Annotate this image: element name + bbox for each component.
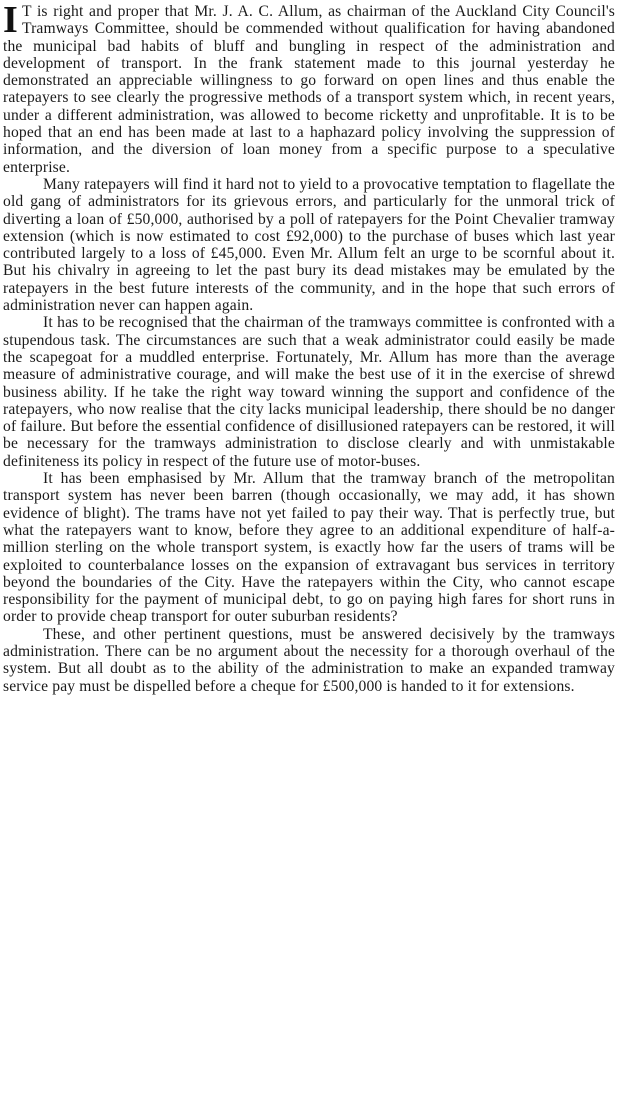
paragraph-2: Many ratepayers will find it hard not to yield to a provocative temptation to flagellate the old gang of administrators for its grievous errors, and particularly for the unmoral trick of diverting a loan of £50,000, authorised by a poll of ratepayers for the Point Chevalier tramway extension (which is now estimated to cost £92,000) to the purchase of buses which last year contributed largely to a loss of £45,000. Even Mr. Allum felt an urge to be scornful about it. But his chivalry in agreeing to let the past bury its dead mistakes may be emulated by the ratepayers in the best future interests of the community, and in the hope that such errors of administration never can happen again. bbox=[3, 175, 615, 315]
paragraph-5: These, and other pertinent questions, must be answered decisively by the tramways administration. There can be no argument about the necessity for a thorough overhaul of the system. But all doubt as to the ability of the administration to make an expanded tramway service pay must be dispelled before a cheque for £500,000 is handed to it for extensions. bbox=[3, 625, 615, 695]
drop-cap: I bbox=[3, 0, 18, 41]
paragraph-1-text: T is right and proper that Mr. J. A. C. Allum, as chairman of the Auckland City Council's Tramways Committee, should be commended without qualification for having abandoned the municipal bad habits of bluff and bungling in respect of the administration and development of transport. In the frank statement made to this journal yesterday he demonstrated an appreciable willingness to go forward on open lines and thus enable the ratepayers to see clearly the progressive methods of a transport system which, in recent years, under a different administration, was allowed to become ricketty and unprofitable. It is to be hoped that an end has been made at last to a haphazard policy involving the suppression of information, and the diversion of loan money from a specific purpose to a speculative enterprise. bbox=[3, 3, 615, 176]
editorial-article bbox=[3, 0, 615, 695]
paragraph-3: It has to be recognised that the chairman of the tramways committee is confronted with a stupendous task. The circumstances are such that a weak administrator could easily be made the scapegoat for a muddled enterprise. Fortunately, Mr. Allum has more than the average measure of administrative courage, and will make the best use of it in the exercise of shrewd business ability. If he take the right way toward winning the support and confidence of the ratepayers, who now realise that the city lacks municipal leadership, there should be no danger of failure. But before the essential confidence of disillusioned ratepayers can be restored, it will be necessary for the tramways administration to disclose clearly and with unmistakable definiteness its policy in respect of the future use of motor-buses. bbox=[3, 314, 615, 470]
paragraph-1 bbox=[3, 0, 615, 176]
paragraph-4: It has been emphasised by Mr. Allum that the tramway branch of the metropolitan transport system has never been barren (though occasionally, we may add, it has shown evidence of blight). The trams have not yet failed to pay their way. That is perfectly true, but what the ratepayers want to know, before they agree to an additional expenditure of half-a-million sterling on the whole transport system, is exactly how far the users of trams will be exploited to counterbalance losses on the expansion of extravagant bus services in territory beyond the boundaries of the City. Have the ratepayers within the City, who cannot escape responsibility for the payment of municipal debt, to go on paying high fares for short runs in order to provide cheap transport for outer suburban residents? bbox=[3, 470, 615, 626]
